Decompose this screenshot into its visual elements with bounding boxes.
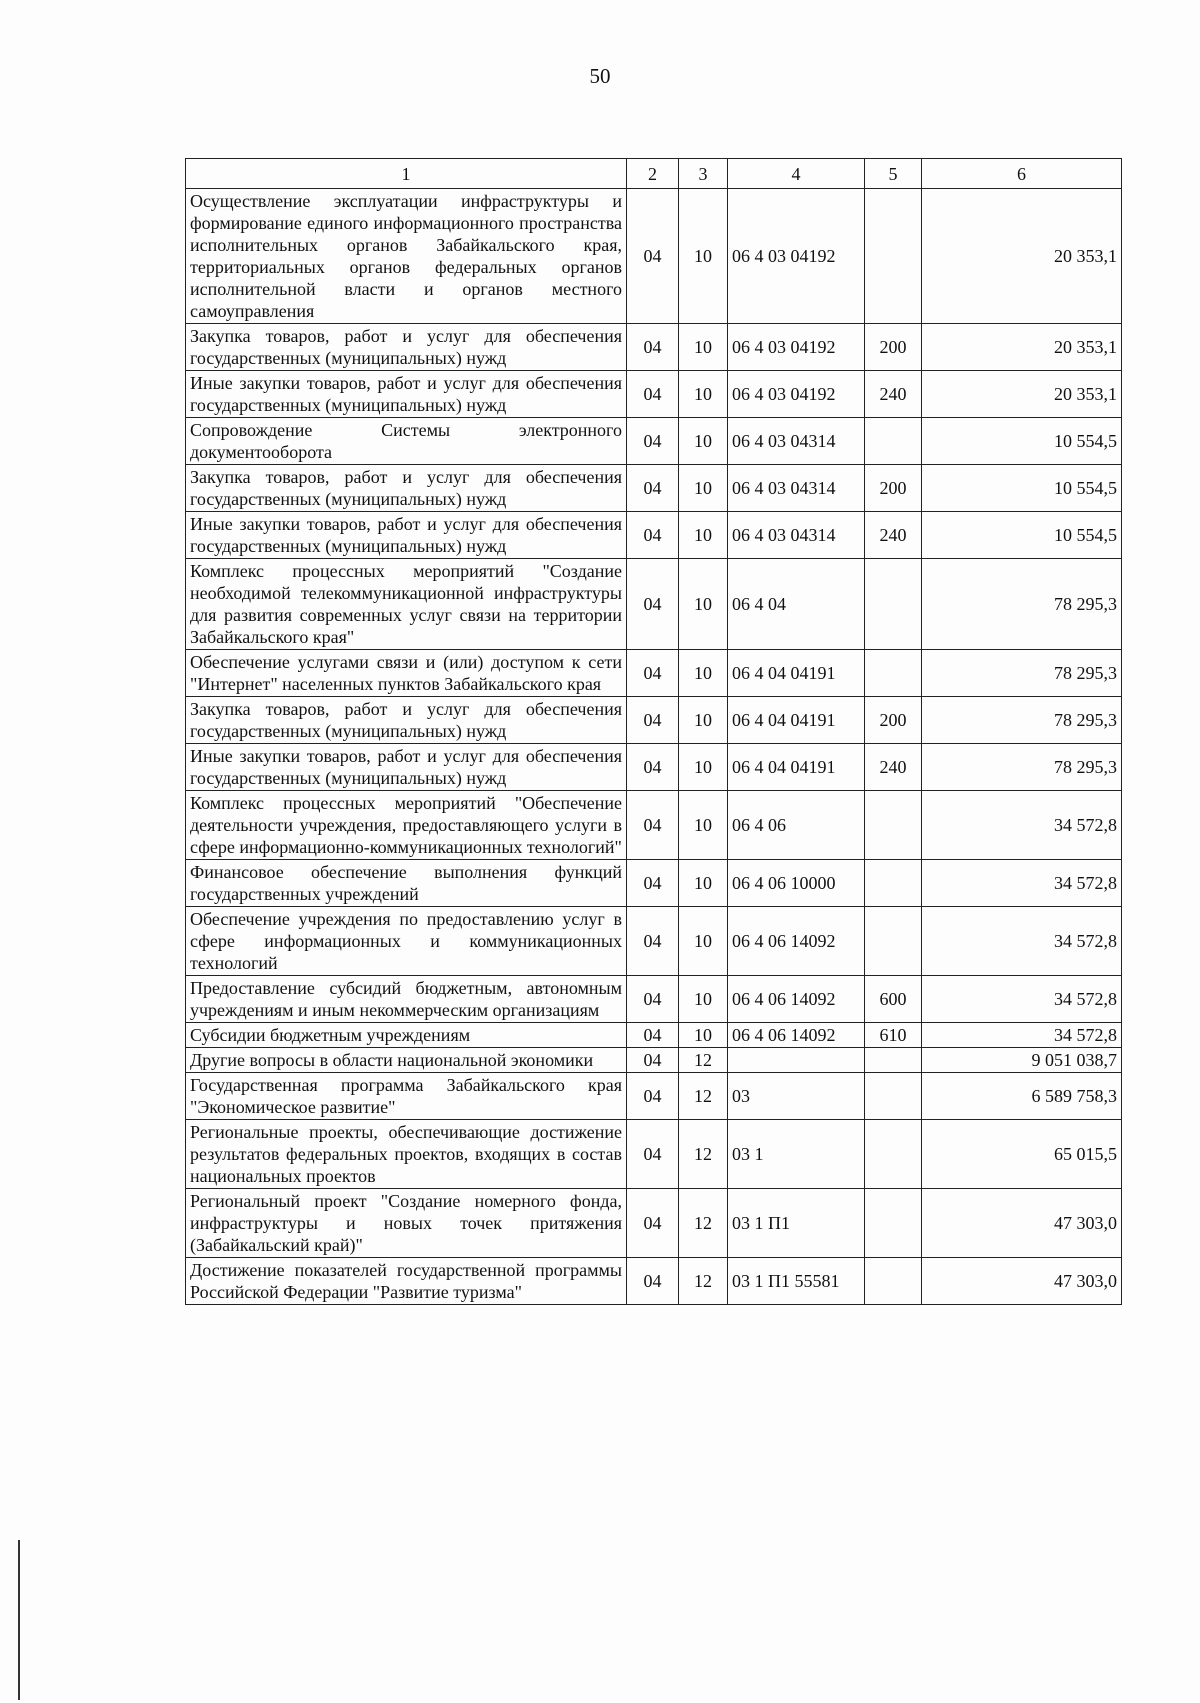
row-section-cell: 04 [627, 744, 679, 791]
row-subsection-cell: 10 [679, 559, 728, 650]
row-expense-type-cell: 200 [865, 465, 922, 512]
row-name-cell: Закупка товаров, работ и услуг для обеспечения государственных (муниципальных) нужд [186, 465, 627, 512]
row-section-cell: 04 [627, 1023, 679, 1048]
row-expense-type-cell [865, 791, 922, 860]
row-section-cell: 04 [627, 465, 679, 512]
scan-edge-mark [18, 1540, 20, 1700]
row-target-article-cell: 06 4 03 04192 [728, 371, 865, 418]
row-section-cell: 04 [627, 697, 679, 744]
row-name-cell: Региональные проекты, обеспечивающие достижение результатов федеральных проектов, входящих в состав национальных проектов [186, 1120, 627, 1189]
row-expense-type-cell [865, 650, 922, 697]
table-row [186, 860, 1122, 907]
row-amount-cell: 78 295,3 [922, 559, 1122, 650]
row-amount-cell: 34 572,8 [922, 860, 1122, 907]
row-amount-cell: 10 554,5 [922, 465, 1122, 512]
row-subsection-cell: 10 [679, 791, 728, 860]
row-subsection-cell: 12 [679, 1120, 728, 1189]
row-expense-type-cell [865, 1048, 922, 1073]
row-section-cell: 04 [627, 1120, 679, 1189]
row-expense-type-cell [865, 559, 922, 650]
row-subsection-cell: 10 [679, 744, 728, 791]
row-subsection-cell: 10 [679, 860, 728, 907]
table-row [186, 1120, 1122, 1189]
row-name-cell: Предоставление субсидий бюджетным, автономным учреждениям и иным некоммерческим организациям [186, 976, 627, 1023]
header-cell-6: 6 [922, 159, 1122, 189]
row-name-cell: Другие вопросы в области национальной экономики [186, 1048, 627, 1073]
row-amount-cell: 65 015,5 [922, 1120, 1122, 1189]
row-amount-cell: 78 295,3 [922, 697, 1122, 744]
row-subsection-cell: 12 [679, 1189, 728, 1258]
row-target-article-cell [728, 1048, 865, 1073]
row-subsection-cell: 10 [679, 418, 728, 465]
row-expense-type-cell: 200 [865, 697, 922, 744]
table-row [186, 465, 1122, 512]
table-row [186, 324, 1122, 371]
row-amount-cell: 78 295,3 [922, 650, 1122, 697]
row-section-cell: 04 [627, 976, 679, 1023]
table-row [186, 907, 1122, 976]
row-expense-type-cell [865, 1258, 922, 1305]
row-name-cell: Закупка товаров, работ и услуг для обеспечения государственных (муниципальных) нужд [186, 697, 627, 744]
table-row [186, 1258, 1122, 1305]
row-amount-cell: 10 554,5 [922, 418, 1122, 465]
row-target-article-cell: 03 1 [728, 1120, 865, 1189]
row-subsection-cell: 10 [679, 697, 728, 744]
row-target-article-cell: 06 4 06 [728, 791, 865, 860]
row-target-article-cell: 06 4 06 10000 [728, 860, 865, 907]
row-name-cell: Осуществление эксплуатации инфраструктуры и формирование единого информационного пространства исполнительных органов Забайкальского края, территориальных органов федеральных органов исполнительной власти и органов местного самоуправления [186, 189, 627, 324]
row-name-cell: Сопровождение Системы электронного документооборота [186, 418, 627, 465]
row-subsection-cell: 12 [679, 1048, 728, 1073]
row-amount-cell: 34 572,8 [922, 1023, 1122, 1048]
table-row [186, 791, 1122, 860]
row-subsection-cell: 10 [679, 189, 728, 324]
table-row [186, 371, 1122, 418]
row-target-article-cell: 06 4 03 04314 [728, 465, 865, 512]
table-row [186, 976, 1122, 1023]
row-subsection-cell: 12 [679, 1258, 728, 1305]
row-subsection-cell: 10 [679, 371, 728, 418]
row-expense-type-cell: 600 [865, 976, 922, 1023]
table-row [186, 697, 1122, 744]
row-amount-cell: 47 303,0 [922, 1189, 1122, 1258]
row-amount-cell: 34 572,8 [922, 976, 1122, 1023]
row-target-article-cell: 06 4 03 04192 [728, 189, 865, 324]
header-cell-5: 5 [865, 159, 922, 189]
row-subsection-cell: 10 [679, 976, 728, 1023]
row-name-cell: Достижение показателей государственной программы Российской Федерации "Развитие туризма" [186, 1258, 627, 1305]
row-amount-cell: 20 353,1 [922, 324, 1122, 371]
row-expense-type-cell: 610 [865, 1023, 922, 1048]
table-row [186, 744, 1122, 791]
row-section-cell: 04 [627, 1258, 679, 1305]
row-target-article-cell: 06 4 04 04191 [728, 650, 865, 697]
table-row [186, 1023, 1122, 1048]
row-section-cell: 04 [627, 559, 679, 650]
row-target-article-cell: 06 4 04 [728, 559, 865, 650]
row-section-cell: 04 [627, 189, 679, 324]
row-name-cell: Обеспечение учреждения по предоставлению услуг в сфере информационных и коммуникационных технологий [186, 907, 627, 976]
row-section-cell: 04 [627, 860, 679, 907]
row-target-article-cell: 06 4 04 04191 [728, 697, 865, 744]
row-target-article-cell: 06 4 03 04314 [728, 512, 865, 559]
table-row [186, 418, 1122, 465]
row-expense-type-cell [865, 1189, 922, 1258]
row-target-article-cell: 03 1 П1 [728, 1189, 865, 1258]
row-expense-type-cell [865, 1120, 922, 1189]
row-name-cell: Субсидии бюджетным учреждениям [186, 1023, 627, 1048]
table-row [186, 512, 1122, 559]
row-amount-cell: 78 295,3 [922, 744, 1122, 791]
row-target-article-cell: 06 4 06 14092 [728, 976, 865, 1023]
table-row [186, 650, 1122, 697]
row-subsection-cell: 10 [679, 512, 728, 559]
row-section-cell: 04 [627, 512, 679, 559]
row-target-article-cell: 06 4 03 04314 [728, 418, 865, 465]
table-body [186, 189, 1122, 1305]
row-subsection-cell: 10 [679, 324, 728, 371]
row-section-cell: 04 [627, 324, 679, 371]
row-section-cell: 04 [627, 1189, 679, 1258]
row-amount-cell: 6 589 758,3 [922, 1073, 1122, 1120]
table-row [186, 559, 1122, 650]
table-row [186, 1048, 1122, 1073]
row-name-cell: Комплекс процессных мероприятий "Создание необходимой телекоммуникационной инфраструктуры для развития современных услуг связи на территории Забайкальского края" [186, 559, 627, 650]
row-subsection-cell: 10 [679, 1023, 728, 1048]
row-section-cell: 04 [627, 418, 679, 465]
row-amount-cell: 9 051 038,7 [922, 1048, 1122, 1073]
row-target-article-cell: 06 4 04 04191 [728, 744, 865, 791]
row-amount-cell: 20 353,1 [922, 371, 1122, 418]
table-row [186, 1073, 1122, 1120]
row-expense-type-cell: 240 [865, 371, 922, 418]
header-cell-2: 2 [627, 159, 679, 189]
row-section-cell: 04 [627, 907, 679, 976]
row-target-article-cell: 03 1 П1 55581 [728, 1258, 865, 1305]
header-cell-1: 1 [186, 159, 627, 189]
row-expense-type-cell [865, 418, 922, 465]
row-expense-type-cell [865, 189, 922, 324]
row-expense-type-cell [865, 907, 922, 976]
row-section-cell: 04 [627, 791, 679, 860]
row-subsection-cell: 10 [679, 650, 728, 697]
row-section-cell: 04 [627, 650, 679, 697]
row-amount-cell: 10 554,5 [922, 512, 1122, 559]
row-name-cell: Комплекс процессных мероприятий "Обеспечение деятельности учреждения, предоставляющего услуги в сфере информационно-коммуникационных технологий" [186, 791, 627, 860]
row-target-article-cell: 03 [728, 1073, 865, 1120]
row-expense-type-cell: 200 [865, 324, 922, 371]
page-number: 50 [589, 64, 611, 88]
row-expense-type-cell: 240 [865, 512, 922, 559]
table-header-row [186, 159, 1122, 189]
row-name-cell: Иные закупки товаров, работ и услуг для обеспечения государственных (муниципальных) нужд [186, 744, 627, 791]
row-amount-cell: 47 303,0 [922, 1258, 1122, 1305]
row-expense-type-cell [865, 1073, 922, 1120]
row-section-cell: 04 [627, 1048, 679, 1073]
header-cell-3: 3 [679, 159, 728, 189]
row-name-cell: Иные закупки товаров, работ и услуг для обеспечения государственных (муниципальных) нужд [186, 371, 627, 418]
row-name-cell: Закупка товаров, работ и услуг для обеспечения государственных (муниципальных) нужд [186, 324, 627, 371]
row-subsection-cell: 10 [679, 907, 728, 976]
row-expense-type-cell: 240 [865, 744, 922, 791]
row-name-cell: Государственная программа Забайкальского края "Экономическое развитие" [186, 1073, 627, 1120]
table-row [186, 189, 1122, 324]
row-section-cell: 04 [627, 371, 679, 418]
row-section-cell: 04 [627, 1073, 679, 1120]
row-amount-cell: 34 572,8 [922, 907, 1122, 976]
header-cell-4: 4 [728, 159, 865, 189]
row-target-article-cell: 06 4 06 14092 [728, 907, 865, 976]
row-target-article-cell: 06 4 03 04192 [728, 324, 865, 371]
row-name-cell: Обеспечение услугами связи и (или) доступом к сети "Интернет" населенных пунктов Забайкальского края [186, 650, 627, 697]
row-name-cell: Иные закупки товаров, работ и услуг для обеспечения государственных (муниципальных) нужд [186, 512, 627, 559]
row-name-cell: Финансовое обеспечение выполнения функций государственных учреждений [186, 860, 627, 907]
row-subsection-cell: 12 [679, 1073, 728, 1120]
row-amount-cell: 20 353,1 [922, 189, 1122, 324]
row-target-article-cell: 06 4 06 14092 [728, 1023, 865, 1048]
table-row [186, 1189, 1122, 1258]
row-amount-cell: 34 572,8 [922, 791, 1122, 860]
row-expense-type-cell [865, 860, 922, 907]
budget-table [185, 158, 1122, 1305]
row-subsection-cell: 10 [679, 465, 728, 512]
row-name-cell: Региональный проект "Создание номерного фонда, инфраструктуры и новых точек притяжения (Забайкальский край)" [186, 1189, 627, 1258]
